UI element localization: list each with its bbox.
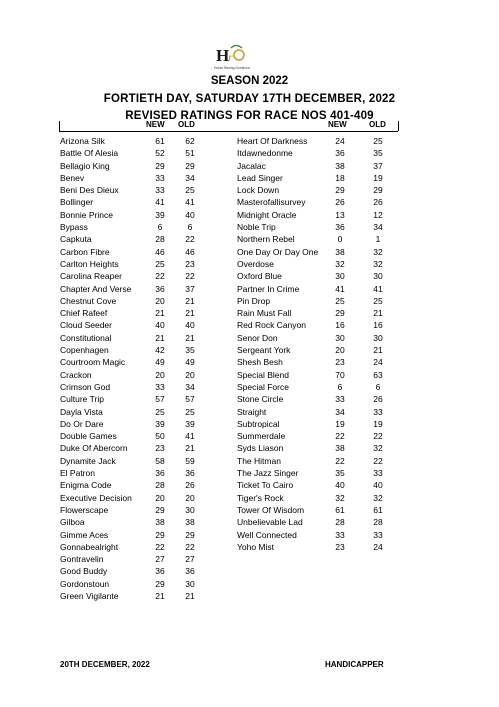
old-rating: 30 xyxy=(185,504,195,515)
right-new-header: NEW xyxy=(328,120,347,129)
new-rating: 28 xyxy=(155,234,165,245)
horse-name: Gordonstoun xyxy=(60,578,110,589)
season-heading: SEASON 2022 xyxy=(210,75,289,87)
old-rating: 21 xyxy=(185,308,195,319)
horse-name: Gimme Aces xyxy=(60,529,109,540)
new-rating: 41 xyxy=(155,197,165,208)
old-rating: 21 xyxy=(185,332,195,343)
old-rating: 34 xyxy=(373,222,383,233)
horse-name: Noble Trip xyxy=(237,222,276,233)
horse-name: Rain Must Fall xyxy=(237,308,292,319)
new-rating: 46 xyxy=(155,246,165,257)
horse-name: Bollinger xyxy=(60,197,94,208)
new-rating: 25 xyxy=(335,295,345,306)
horse-name: Dynamite Jack xyxy=(60,455,116,466)
horse-name: Well Connected xyxy=(237,529,297,540)
header-right-border xyxy=(398,121,399,131)
new-rating: 19 xyxy=(335,418,345,429)
footer-signature: HANDICAPPER xyxy=(325,660,384,669)
right-old-header: OLD xyxy=(369,120,386,129)
new-rating: 23 xyxy=(155,443,165,454)
new-rating: 39 xyxy=(155,209,165,220)
new-rating: 21 xyxy=(155,332,165,343)
old-rating: 24 xyxy=(373,357,383,368)
old-rating: 6 xyxy=(187,222,193,233)
old-rating: 35 xyxy=(373,148,383,159)
old-rating: 21 xyxy=(373,308,383,319)
header-underline xyxy=(59,131,398,132)
old-rating: 33 xyxy=(373,468,383,479)
old-rating: 22 xyxy=(185,541,195,552)
new-rating: 39 xyxy=(155,418,165,429)
new-rating: 70 xyxy=(335,369,345,380)
horse-name: Jacalac xyxy=(237,160,266,171)
new-rating: 24 xyxy=(335,136,345,146)
horse-name: Overdose xyxy=(237,258,274,269)
new-rating: 40 xyxy=(155,320,165,331)
new-rating: 33 xyxy=(155,381,165,392)
horse-name: Lock Down xyxy=(237,185,280,196)
new-rating: 41 xyxy=(335,283,345,294)
horse-name: Bellagio King xyxy=(60,160,110,171)
new-rating: 29 xyxy=(335,185,345,196)
old-rating: 49 xyxy=(185,357,195,368)
old-rating: 57 xyxy=(185,394,195,405)
old-rating: 20 xyxy=(185,369,195,380)
race-day-heading: FORTIETH DAY, SATURDAY 17TH DECEMBER, 2022 xyxy=(103,93,396,105)
horse-name: Tower Of Wisdom xyxy=(237,504,305,515)
new-rating: 21 xyxy=(155,308,165,319)
old-rating: 22 xyxy=(373,431,383,442)
old-rating: 38 xyxy=(185,517,195,528)
old-rating: 36 xyxy=(185,468,195,479)
new-rating: 23 xyxy=(335,541,345,552)
new-rating: 22 xyxy=(335,431,345,442)
old-rating: 40 xyxy=(185,320,195,331)
horse-name: Red Rock Canyon xyxy=(237,320,306,331)
old-rating: 41 xyxy=(185,197,195,208)
new-rating: 20 xyxy=(155,369,165,380)
horse-name: Carbon Fibre xyxy=(60,246,110,257)
old-rating: 46 xyxy=(185,246,195,257)
old-rating: 34 xyxy=(185,381,195,392)
old-rating: 23 xyxy=(185,258,195,269)
new-rating: 29 xyxy=(155,504,165,515)
left-old-header: OLD xyxy=(178,120,195,129)
horse-name: Beni Des Dieux xyxy=(60,185,119,196)
old-rating: 32 xyxy=(373,443,383,454)
horse-name: Capkuta xyxy=(60,234,92,245)
old-rating: 37 xyxy=(185,283,195,294)
horse-name: Itdawnedonme xyxy=(237,148,293,159)
horse-name: Unbelievable Lad xyxy=(237,517,303,528)
new-rating: 36 xyxy=(155,468,165,479)
new-rating: 13 xyxy=(335,209,345,220)
old-rating: 29 xyxy=(373,185,383,196)
horse-name: Senor Don xyxy=(237,332,278,343)
old-rating: 16 xyxy=(373,320,383,331)
horse-name: Constitutional xyxy=(60,332,112,343)
old-rating: 59 xyxy=(185,455,195,466)
horse-name: Pin Drop xyxy=(237,295,271,306)
old-rating: 22 xyxy=(185,234,195,245)
old-rating: 1 xyxy=(375,234,381,245)
horse-name: Partner In Crime xyxy=(237,283,300,294)
horse-name: Chapter And Verse xyxy=(60,283,132,294)
new-rating: 25 xyxy=(155,258,165,269)
horse-name: Gontravelin xyxy=(60,554,104,565)
horse-name: Chief Rafeef xyxy=(60,308,108,319)
new-rating: 29 xyxy=(335,308,345,319)
old-rating: 37 xyxy=(373,160,383,171)
old-rating: 41 xyxy=(373,283,383,294)
new-rating: 36 xyxy=(335,148,345,159)
new-rating: 57 xyxy=(155,394,165,405)
new-rating: 36 xyxy=(335,222,345,233)
new-rating: 61 xyxy=(155,136,165,146)
horse-name: Northern Rebel xyxy=(237,234,295,245)
horse-name: Bonnie Prince xyxy=(60,209,113,220)
old-rating: 26 xyxy=(373,394,383,405)
old-rating: 40 xyxy=(373,480,383,491)
old-rating: 29 xyxy=(185,160,195,171)
old-rating: 25 xyxy=(185,406,195,417)
new-rating: 22 xyxy=(155,541,165,552)
new-rating: 34 xyxy=(335,406,345,417)
new-rating: 50 xyxy=(155,431,165,442)
horse-name: Bypass xyxy=(60,222,88,233)
old-rating: 62 xyxy=(185,136,195,146)
horse-name: Carolina Reaper xyxy=(60,271,122,282)
old-rating: 28 xyxy=(373,517,383,528)
old-rating: 25 xyxy=(373,295,383,306)
svg-text:r: r xyxy=(228,50,233,64)
new-rating: 58 xyxy=(155,455,165,466)
horse-name: Dayla Vista xyxy=(60,406,103,417)
horse-name: The Hitman xyxy=(237,455,281,466)
horse-name: El Patron xyxy=(60,468,95,479)
new-rating: 27 xyxy=(155,554,165,565)
horse-name: Battle Of Alesia xyxy=(60,148,119,159)
horse-name: Arizona Silk xyxy=(60,136,105,146)
new-rating: 0 xyxy=(337,234,343,245)
horse-name: Courtroom Magic xyxy=(60,357,126,368)
old-rating: 29 xyxy=(185,529,195,540)
horse-name: Flowerscape xyxy=(60,504,109,515)
old-rating: 61 xyxy=(373,504,383,515)
new-rating: 38 xyxy=(155,517,165,528)
document-title: REVISED RATINGS FOR RACE NOS 401-409 xyxy=(125,110,374,122)
horse-name: Straight xyxy=(237,406,267,417)
old-rating: 25 xyxy=(185,185,195,196)
new-rating: 6 xyxy=(157,222,163,233)
horse-name: Do Or Dare xyxy=(60,418,104,429)
old-rating: 32 xyxy=(373,492,383,503)
horse-name: Stone Circle xyxy=(237,394,284,405)
old-rating: 26 xyxy=(185,480,195,491)
horse-name: Double Games xyxy=(60,431,117,442)
logo-subtext: Horse Racing Dominica xyxy=(214,66,250,70)
horse-name: Crimson God xyxy=(60,381,111,392)
new-rating: 6 xyxy=(337,381,343,392)
old-rating: 27 xyxy=(185,554,195,565)
horse-name: Duke Of Abercorn xyxy=(60,443,128,454)
horse-name: Special Force xyxy=(237,381,289,392)
new-rating: 22 xyxy=(335,455,345,466)
svg-text:H: H xyxy=(216,46,230,65)
new-rating: 16 xyxy=(335,320,345,331)
old-rating: 22 xyxy=(373,455,383,466)
horse-name: One Day Or Day One xyxy=(237,246,319,257)
new-rating: 35 xyxy=(335,468,345,479)
horse-name: Lead Singer xyxy=(237,172,283,183)
horse-name: Cloud Seeder xyxy=(60,320,112,331)
horse-name: Tiger's Rock xyxy=(237,492,284,503)
horse-name: Sergeant York xyxy=(237,345,291,356)
old-rating: 35 xyxy=(185,345,195,356)
old-rating: 24 xyxy=(373,541,383,552)
new-rating: 25 xyxy=(155,406,165,417)
new-rating: 28 xyxy=(335,517,345,528)
old-rating: 30 xyxy=(185,578,195,589)
new-rating: 32 xyxy=(335,492,345,503)
old-rating: 21 xyxy=(373,345,383,356)
header-left-border xyxy=(59,121,60,131)
old-rating: 21 xyxy=(185,443,195,454)
horse-name: Enigma Code xyxy=(60,480,112,491)
new-rating: 30 xyxy=(335,332,345,343)
old-rating: 33 xyxy=(373,529,383,540)
new-rating: 49 xyxy=(155,357,165,368)
new-rating: 36 xyxy=(155,283,165,294)
new-rating: 32 xyxy=(335,258,345,269)
new-rating: 33 xyxy=(335,529,345,540)
new-rating: 22 xyxy=(155,271,165,282)
horse-name: Masterofallisurvey xyxy=(237,197,306,208)
horse-name: Gilboa xyxy=(60,517,85,528)
old-rating: 22 xyxy=(185,271,195,282)
old-rating: 25 xyxy=(373,136,383,146)
horse-name: Subtropical xyxy=(237,418,280,429)
new-rating: 38 xyxy=(335,160,345,171)
horse-name: Crackon xyxy=(60,369,92,380)
horse-name: Special Blend xyxy=(237,369,289,380)
old-rating: 32 xyxy=(373,258,383,269)
horse-name: Yoho Mist xyxy=(237,541,275,552)
new-rating: 33 xyxy=(155,172,165,183)
old-rating: 34 xyxy=(185,172,195,183)
old-rating: 51 xyxy=(185,148,195,159)
old-rating: 30 xyxy=(373,332,383,343)
new-rating: 42 xyxy=(155,345,165,356)
horse-name: Executive Decision xyxy=(60,492,132,503)
horse-name: Midnight Oracle xyxy=(237,209,297,220)
horse-name: Syds Liason xyxy=(237,443,284,454)
horse-name: Culture Trip xyxy=(60,394,104,405)
old-rating: 12 xyxy=(373,209,383,220)
new-rating: 29 xyxy=(155,160,165,171)
left-new-header: NEW xyxy=(146,120,165,129)
old-rating: 21 xyxy=(185,590,195,601)
horse-name: Gonnabealright xyxy=(60,541,119,552)
old-rating: 36 xyxy=(185,566,195,577)
old-rating: 33 xyxy=(373,406,383,417)
old-rating: 30 xyxy=(373,271,383,282)
new-rating: 33 xyxy=(155,185,165,196)
horse-name: Heart Of Darkness xyxy=(237,136,308,146)
new-rating: 38 xyxy=(335,443,345,454)
new-rating: 28 xyxy=(155,480,165,491)
new-rating: 61 xyxy=(335,504,345,515)
new-rating: 33 xyxy=(335,394,345,405)
horse-name: Summerdale xyxy=(237,431,286,442)
horse-name: Green Vigilante xyxy=(60,590,119,601)
old-rating: 41 xyxy=(185,431,195,442)
footer-date: 20TH DECEMBER, 2022 xyxy=(60,660,150,669)
new-rating: 21 xyxy=(155,590,165,601)
horse-name: Shesh Besh xyxy=(237,357,283,368)
old-rating: 26 xyxy=(373,197,383,208)
old-rating: 6 xyxy=(375,381,381,392)
horse-name: Benev xyxy=(60,172,85,183)
new-rating: 18 xyxy=(335,172,345,183)
new-rating: 20 xyxy=(155,295,165,306)
new-rating: 29 xyxy=(155,578,165,589)
old-rating: 63 xyxy=(373,369,383,380)
horse-name: Oxford Blue xyxy=(237,271,282,282)
horse-name: Good Buddy xyxy=(60,566,108,577)
new-rating: 23 xyxy=(335,357,345,368)
new-rating: 26 xyxy=(335,197,345,208)
new-rating: 36 xyxy=(155,566,165,577)
horse-name: The Jazz Singer xyxy=(237,468,299,479)
horse-name: Ticket To Cairo xyxy=(237,480,294,491)
new-rating: 20 xyxy=(155,492,165,503)
new-rating: 38 xyxy=(335,246,345,257)
new-rating: 40 xyxy=(335,480,345,491)
old-rating: 20 xyxy=(185,492,195,503)
new-rating: 30 xyxy=(335,271,345,282)
old-rating: 19 xyxy=(373,418,383,429)
new-rating: 20 xyxy=(335,345,345,356)
old-rating: 32 xyxy=(373,246,383,257)
horse-name: Copenhagen xyxy=(60,345,109,356)
old-rating: 19 xyxy=(373,172,383,183)
old-rating: 40 xyxy=(185,209,195,220)
old-rating: 39 xyxy=(185,418,195,429)
document-headings xyxy=(0,72,499,124)
old-rating: 21 xyxy=(185,295,195,306)
organization-logo xyxy=(214,44,274,72)
new-rating: 29 xyxy=(155,529,165,540)
new-rating: 52 xyxy=(155,148,165,159)
horse-name: Chestnut Cove xyxy=(60,295,117,306)
horse-name: Carlton Heights xyxy=(60,258,119,269)
